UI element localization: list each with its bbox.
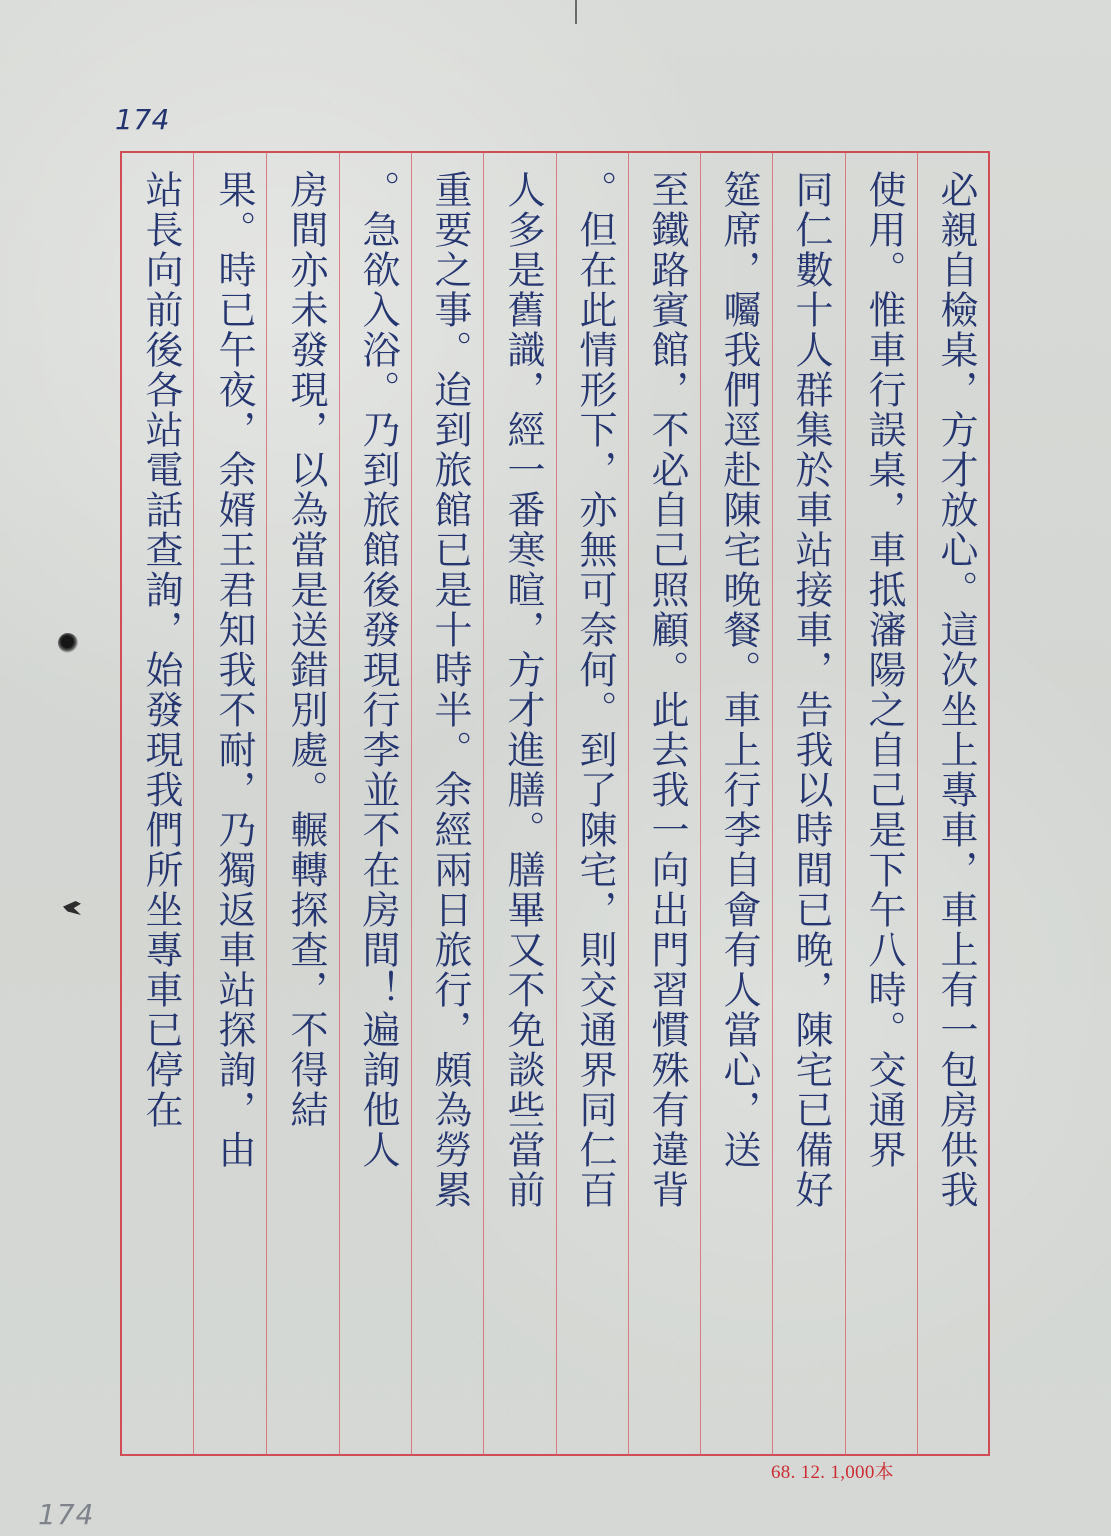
column-divider	[266, 151, 267, 1456]
column-divider	[483, 151, 484, 1456]
column-divider	[628, 151, 629, 1456]
manuscript-column-10: 房間亦未發現，以為當是送錯別處。輾轉探查，不得結	[284, 170, 328, 1130]
top-center-mark	[575, 0, 577, 24]
column-divider	[411, 151, 412, 1456]
manuscript-column-12: 站長向前後各站電話查詢，始發現我們所坐專車已停在	[139, 170, 183, 1130]
column-divider	[845, 151, 846, 1456]
page-number-top: 174	[115, 103, 170, 136]
manuscript-column-5: 至鐵路賓館，不必自己照顧。此去我一向出門習慣殊有違背	[645, 170, 689, 1210]
page-number-bottom: 174	[38, 1498, 95, 1531]
manuscript-column-7: 人多是舊識，經一番寒暄，方才進膳。膳畢又不免談些當前	[501, 170, 545, 1210]
manuscript-column-6: 。但在此情形下，亦無可奈何。到了陳宅，則交通界同仁百	[573, 170, 617, 1210]
column-divider	[339, 151, 340, 1456]
column-divider	[193, 151, 194, 1456]
column-divider	[556, 151, 557, 1456]
print-note: 68. 12. 1,000本	[771, 1462, 894, 1483]
punch-tear-mark	[63, 901, 81, 915]
manuscript-column-4: 筵席，囑我們逕赴陳宅晚餐。車上行李自會有人當心，送	[717, 170, 761, 1170]
column-divider	[700, 151, 701, 1456]
column-divider	[772, 151, 773, 1456]
manuscript-column-11: 果。時已午夜，余婿王君知我不耐，乃獨返車站探詢，由	[212, 170, 256, 1170]
manuscript-column-9: 。急欲入浴。乃到旅館後發現行李並不在房間！遍詢他人	[356, 170, 400, 1170]
manuscript-column-3: 同仁數十人群集於車站接車，告我以時間已晚，陳宅已備好	[789, 170, 833, 1210]
punch-hole-mark	[56, 631, 80, 655]
manuscript-column-8: 重要之事。迨到旅館已是十時半。余經兩日旅行，頗為勞累	[428, 170, 472, 1210]
column-divider	[917, 151, 918, 1456]
manuscript-column-1: 必親自檢桌，方才放心。這次坐上專車，車上有一包房供我	[934, 170, 978, 1210]
manuscript-column-2: 使用。惟車行誤桌，車抵瀋陽之自己是下午八時。交通界	[862, 170, 906, 1170]
